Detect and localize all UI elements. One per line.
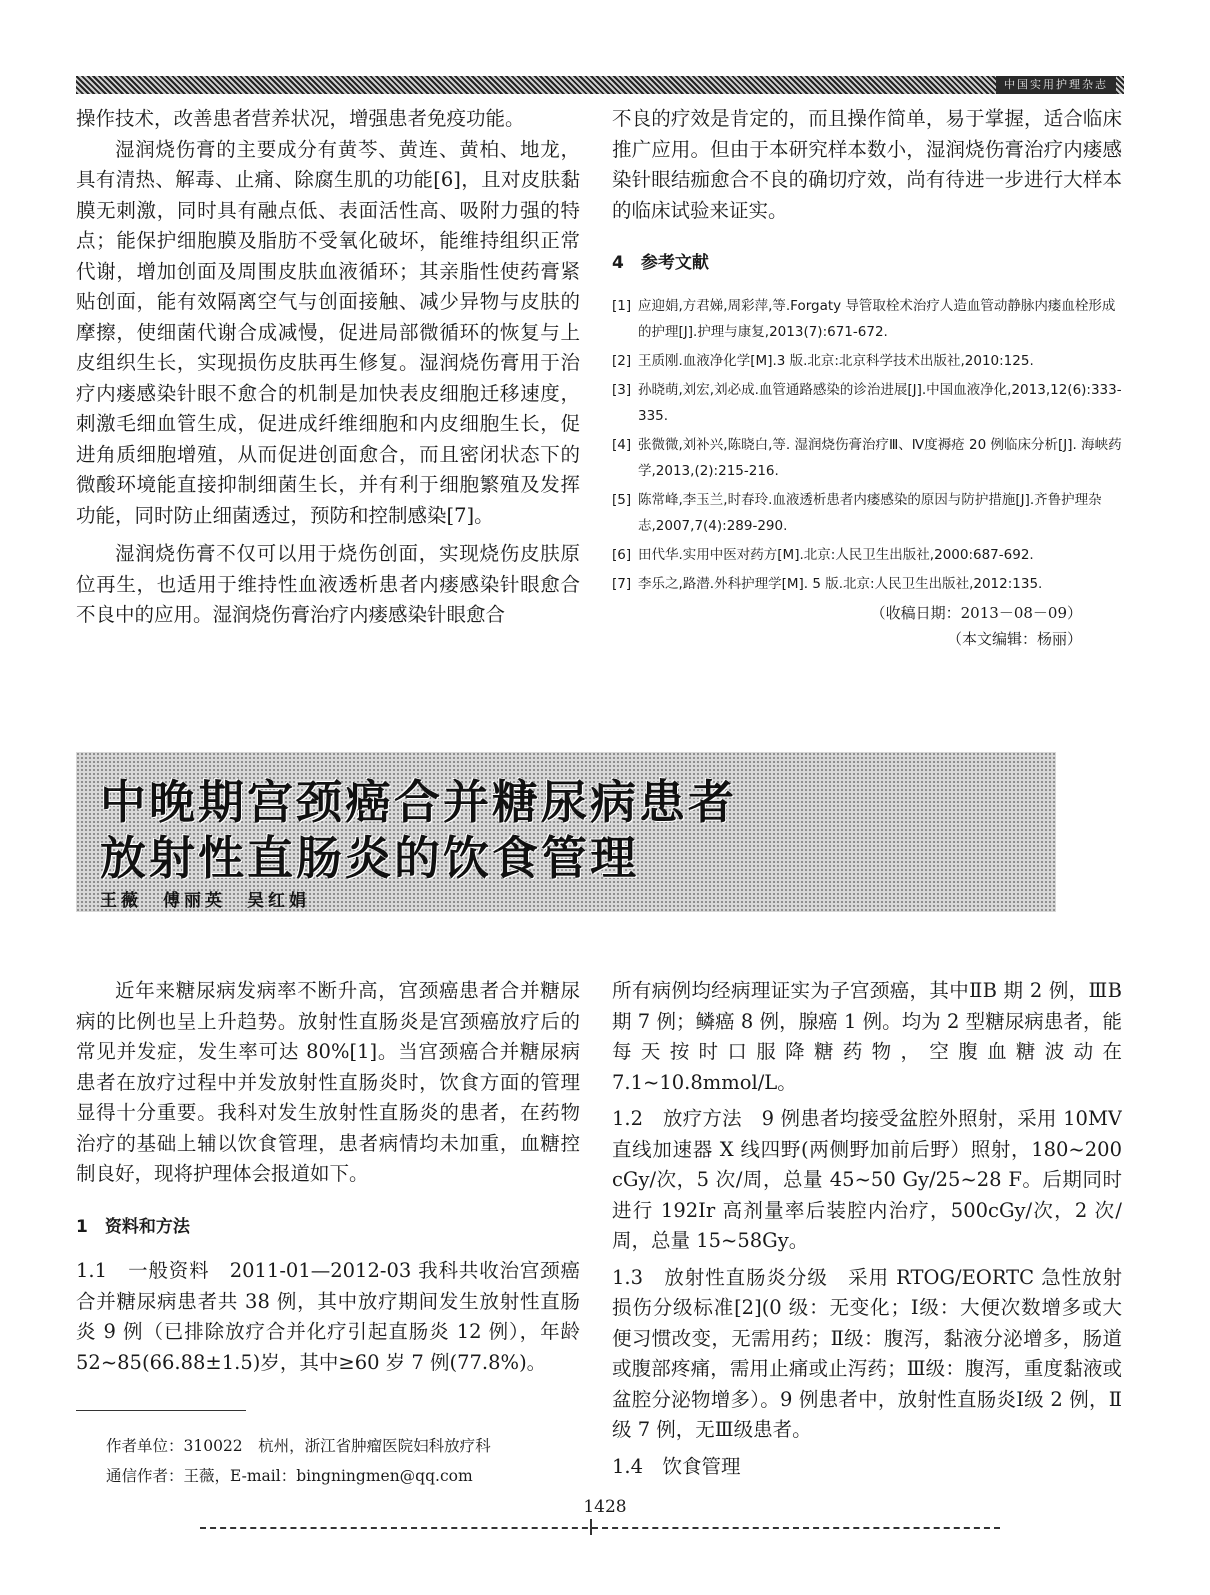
reference-item: [7] 李乐之,路潜.外科护理学[M]. 5 版.北京:人民卫生出版社,2012:135. bbox=[612, 575, 1043, 592]
article-title-line-1: 中晚期宫颈癌合并糖尿病患者 bbox=[100, 775, 737, 829]
author-affiliation: 作者单位：310022 杭州，浙江省肿瘤医院妇科放疗科 bbox=[106, 1437, 491, 1455]
article-title-line-2: 放射性直肠炎的饮食管理 bbox=[100, 831, 639, 885]
corresponding-author: 通信作者：王薇，E-mail：bingningmen@qq.com bbox=[106, 1467, 473, 1485]
prev-para-1: 操作技术，改善患者营养状况，增强患者免疫功能。 bbox=[76, 107, 525, 130]
prev-para-2: 湿润烧伤膏的主要成分有黄芩、黄连、黄柏、地龙，具有清热、解毒、止痛、除腐生肌的功能[6]，且对皮肤黏膜无刺激，同时具有融点低、表面活性高、吸附力强的特点；能保护细胞膜及脂肪不受氧化破坏，能维持组织正常代谢，增加创面及周围皮肤血液循环；其亲脂性使药膏紧贴创面，能有效隔离空气与创面接触、减少异物与皮肤的摩擦，使细菌代谢合成减慢，促进局部微循环的恢复与上皮组织生长，实现损伤皮肤再生修复。湿润烧伤膏用于治疗内瘘感染针眼不愈合的机制是加快表皮细胞迁移速度，刺激毛细血管生成，促进成纤维细胞和内皮细胞生长，促进角质细胞增殖，从而促进创面愈合，而且密闭状态下的微酸环境能直接抑制细菌生长，并有利于细胞繁殖及发挥功能，同时防止细菌透过，预防和控制感染[7]。 bbox=[76, 137, 580, 527]
footnote-rule bbox=[76, 1410, 246, 1411]
section-1-heading: 1 资料和方法 bbox=[76, 1216, 190, 1237]
case-summary: 所有病例均经病理证实为子宫颈癌，其中ⅡB 期 2 例，ⅢB 期 7 例；鳞癌 8 例，腺癌 1 例。均为 2 型糖尿病患者，能每天按时口服降糖药物，空腹血糖波动在 7.1~10.8mmol/L。 bbox=[612, 979, 1122, 1094]
section-1-4: 1.4 饮食管理 bbox=[612, 1454, 741, 1478]
prev-left-column bbox=[76, 104, 580, 652]
refs-heading: 4 参考文献 bbox=[612, 253, 709, 273]
received-date: （收稿日期：2013－08－09） bbox=[870, 603, 1082, 622]
article-title-band bbox=[76, 752, 1056, 912]
prev-para-3: 湿润烧伤膏不仅可以用于烧伤创面，实现烧伤皮肤原位再生，也适用于维持性血液透析患者内瘘感染针眼愈合不良中的应用。湿润烧伤膏治疗内瘘感染针眼愈合 bbox=[76, 542, 580, 626]
editor-note: （本文编辑：杨丽） bbox=[946, 629, 1082, 648]
article-left-column bbox=[76, 976, 580, 1396]
header-bar bbox=[76, 76, 1124, 94]
reference-item: [5] 陈常峰,李玉兰,时春玲.血液透析患者内瘘感染的原因与防护措施[J].齐鲁护理杂志,2007,7(4):289-290. bbox=[612, 491, 1102, 534]
reference-item: [1] 应迎娟,方君娣,周彩萍,等.Forgaty 导管取栓术治疗人造血管动静脉内瘘血栓形成的护理[J].护理与康复,2013(7):671-672. bbox=[612, 297, 1116, 340]
article-authors: 王薇 傅丽英 吴红娟 bbox=[100, 891, 310, 911]
intro-paragraph: 近年来糖尿病发病率不断升高，宫颈癌患者合并糖尿病的比例也呈上升趋势。放射性直肠炎是宫颈癌放疗后的常见并发症，发生率可达 80%[1]。当宫颈癌合并糖尿病患者在放疗过程中并发放射性直肠炎时，饮食方面的管理显得十分重要。我科对发生放射性直肠炎的患者，在药物治疗的基础上辅以饮食管理，患者病情均未加重，血糖控制良好，现将护理体会报道如下。 bbox=[76, 979, 580, 1185]
reference-item: [3] 孙晓萌,刘宏,刘必成.血管通路感染的诊治进展[J].中国血液净化,2013,12(6):333-335. bbox=[612, 381, 1122, 424]
bottom-rule bbox=[200, 1527, 1000, 1529]
reference-item: [6] 田代华.实用中医对药方[M].北京:人民卫生出版社,2000:687-692. bbox=[612, 546, 1034, 563]
reference-list bbox=[612, 293, 1122, 597]
bottom-rule-tick bbox=[590, 1519, 592, 1535]
reference-item: [2] 王质刚.血液净化学[M].3 版.北京:北京科学技术出版社,2010:125. bbox=[612, 352, 1034, 369]
section-1-3: 1.3 放射性直肠炎分级 采用 RTOG/EORTC 急性放射损伤分级标准[2](0 级：无变化；Ⅰ级：大便次数增多或大便习惯改变，无需用药；Ⅱ级：腹泻，黏液分泌增多，肠道或腹部疼痛，需用止痛或止泻药；Ⅲ级：腹泻，重度黏液或盆腔分泌物增多）。9 例患者中，放射性直肠炎Ⅰ级 2 例，Ⅱ级 7 例，无Ⅲ级患者。 bbox=[612, 1265, 1122, 1441]
reference-item: [4] 张微微,刘补兴,陈晓白,等. 湿润烧伤膏治疗Ⅲ、Ⅳ度褥疮 20 例临床分析[J]. 海峡药学,2013,(2):215-216. bbox=[612, 436, 1122, 479]
section-1-1: 1.1 一般资料 2011-01—2012-03 我科共收治宫颈癌合并糖尿病患者共 38 例，其中放疗期间发生放射性直肠炎 9 例（已排除放疗合并化疗引起直肠炎 12 例），年龄 52~85(66.88±1.5)岁，其中≥60 岁 7 例(77.8%)。 bbox=[76, 1259, 580, 1374]
article-right-column bbox=[612, 976, 1122, 1488]
journal-name: 中国实用护理杂志 bbox=[996, 76, 1116, 94]
page-number: 1428 bbox=[583, 1497, 627, 1517]
prev-right-column bbox=[612, 104, 1122, 652]
prev-right-para: 不良的疗效是肯定的，而且操作简单，易于掌握，适合临床推广应用。但由于本研究样本数小，湿润烧伤膏治疗内瘘感染针眼结痂愈合不良的确切疗效，尚有待进一步进行大样本的临床试验来证实。 bbox=[612, 107, 1122, 222]
section-1-2: 1.2 放疗方法 9 例患者均接受盆腔外照射，采用 10MV 直线加速器 X 线四野(两侧野加前后野）照射，180~200 cGy/次，5 次/周，总量 45~50 Gy/25~28 F。后期同时进行 192Ir 高剂量率后装腔内治疗，500cGy/次，2 次/周，总量 15~58Gy。 bbox=[612, 1107, 1122, 1252]
